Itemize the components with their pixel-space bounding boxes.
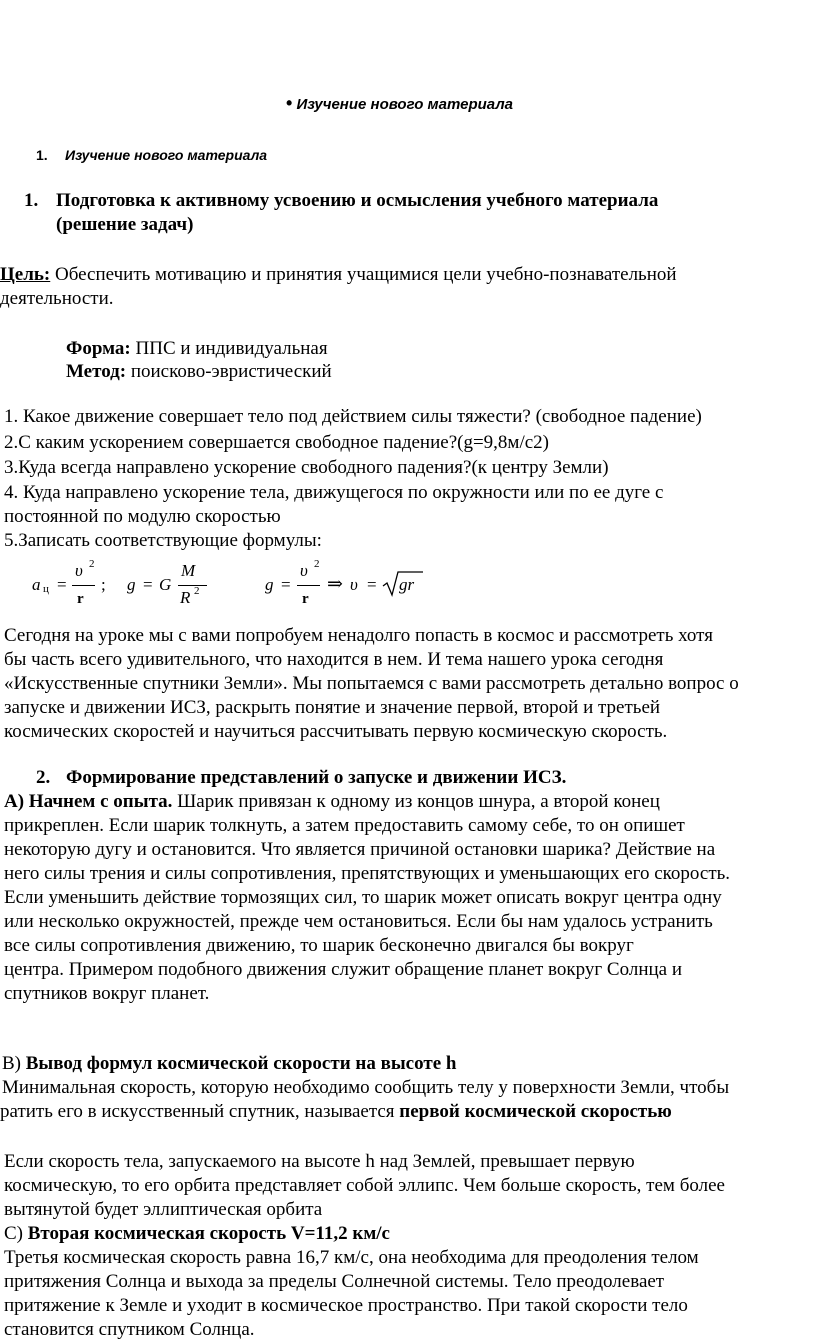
partB-line-1: Минимальная скорость, которую необходимо сообщить телу у поверхности Земли, чтобы — [2, 1077, 730, 1098]
third-line-3: притяжение к Земле и уходит в космическое пространство. При такой скорости тело — [4, 1295, 688, 1316]
method-label: Метод: — [66, 361, 127, 382]
intro-line-5: космических скоростей и научиться рассчитывать первую космическую скорость. — [4, 721, 668, 742]
ellipse-line-1: Если скорость тела, запускаемого на высоте h над Землей, превышает первую — [4, 1151, 635, 1172]
f2-den: R — [180, 588, 191, 607]
goal-label: Цель: — [0, 264, 51, 285]
partA-label: А) Начнем с опыта. — [4, 791, 173, 812]
bullet-heading — [286, 93, 513, 114]
form-text: ППС и индивидуальная — [130, 338, 328, 359]
ellipse-line-3: вытянутой будет эллиптическая орбита — [4, 1199, 323, 1220]
form-label: Форма: — [66, 338, 131, 359]
f3-root-content: gr — [399, 575, 415, 594]
partA-line-1 — [4, 790, 660, 814]
f3-eq2: = — [367, 575, 377, 594]
ellipse-line-2: космическую, то его орбита представляет собой эллипс. Чем больше скорость, тем более — [4, 1175, 725, 1196]
partA-line-7: все силы сопротивления движению, то шарик бесконечно двигался бы вокруг — [4, 935, 634, 956]
partA-line-4: него силы трения и силы сопротивления, препятствующих и уменьшающих его скорость. — [4, 863, 731, 884]
numbered-heading-text: Изучение нового материала — [65, 147, 268, 163]
f2-fraction-bar — [178, 585, 207, 586]
partC-heading — [4, 1222, 390, 1246]
goal-text-1: Обеспечить мотивацию и принятия учащимися цели учебно-познавательной — [50, 264, 677, 285]
f1-lhs: a — [32, 575, 41, 594]
f1-den: r — [77, 591, 84, 607]
intro-line-2: бы часть всего удивительного, что находится в нем. И тема нашего урока сегодня — [4, 649, 664, 670]
partC-prefix: С) — [4, 1223, 28, 1244]
bullet-heading-text: Изучение нового материала — [296, 96, 513, 113]
f1-num-sq: 2 — [89, 558, 95, 570]
bullet-icon: • — [286, 93, 293, 113]
prep-heading-num: 1. — [24, 190, 39, 211]
partA-line-8: центра. Примером подобного движения служит обращение планет вокруг Солнца и — [4, 959, 683, 980]
goal-line1 — [0, 263, 677, 287]
f3-eq: = — [281, 575, 291, 594]
goal-line2: деятельности. — [0, 288, 114, 309]
f1-eq: = — [57, 575, 67, 594]
section2-title: Формирование представлений о запуске и движении ИСЗ. — [66, 767, 567, 788]
f1-sub: ц — [43, 583, 49, 595]
question-5: 5.Записать соответствующие формулы: — [4, 530, 322, 551]
form-line — [66, 337, 328, 361]
third-line-1: Третья космическая скорость равна 16,7 км/с, она необходима для преодоления телом — [4, 1247, 699, 1268]
f3-num-sq: 2 — [314, 558, 320, 570]
f3-fraction-bar — [297, 585, 320, 586]
partA-line-6: или несколько окружностей, прежде чем остановиться. Если бы нам удалось устранить — [4, 911, 713, 932]
first-cosmic-speed-term: первой космической скоростью — [399, 1101, 672, 1122]
partA-line-3: некоторую дугу и остановится. Что является причиной остановки шарика? Действие на — [4, 839, 716, 860]
f3-result: υ — [350, 575, 358, 594]
f2-num: M — [181, 561, 196, 580]
intro-line-3: «Искусственные спутники Земли». Мы попытаемся с вами рассмотреть детально вопрос о — [4, 673, 739, 694]
f3-lhs: g — [265, 575, 274, 594]
intro-line-1: Сегодня на уроке мы с вами попробуем ненадолго попасть в космос и рассмотреть хотя — [4, 625, 713, 646]
f2-lhs: g — [127, 575, 136, 594]
f2-eq: = — [143, 575, 153, 594]
partC-title: Вторая космическая скорость V=11,2 км/с — [27, 1223, 390, 1244]
question-3: 3.Куда всегда направлено ускорение свободного падения?(к центру Земли) — [4, 457, 609, 478]
partA-line-9: спутников вокруг планет. — [4, 983, 210, 1004]
implies-icon: ⇒ — [327, 574, 343, 595]
f2-G: G — [159, 575, 172, 594]
third-line-2: притяжения Солнца и выхода за пределы Солнечной системы. Тело преодолевает — [4, 1271, 665, 1292]
prep-heading-line2: (решение задач) — [56, 214, 194, 235]
partA-line-2: прикреплен. Если шарик толкнуть, а затем предоставить самому себе, то он опишет — [4, 815, 685, 836]
partB-heading — [2, 1052, 456, 1076]
f2-den-sq: 2 — [194, 585, 200, 597]
partB-prefix: В) — [2, 1053, 26, 1074]
f3-num: υ — [300, 561, 308, 580]
question-2: 2.С каким ускорением совершается свободное падение?(g=9,8м/с2) — [4, 432, 549, 453]
third-line-4: становится спутником Солнца. — [4, 1319, 255, 1340]
section2-num: 2. — [36, 767, 51, 788]
numbered-heading-num: 1. — [36, 147, 48, 163]
f1-num: υ — [75, 561, 83, 580]
f1-fraction-bar — [72, 585, 95, 586]
partB-title: Вывод формул космической скорости на высоте h — [25, 1053, 457, 1074]
partA-text-1: Шарик привязан к одному из концов шнура, а второй конец — [172, 791, 660, 812]
partB-text-2: ратить его в искусственный спутник, называется — [0, 1101, 400, 1122]
prep-heading-line1: Подготовка к активному усвоению и осмысления учебного материала — [56, 190, 659, 211]
f1-semicolon: ; — [101, 575, 106, 594]
partA-line-5: Если уменьшить действие тормозящих сил, то шарик может описать вокруг центра одну — [4, 887, 722, 908]
partB-line-2 — [0, 1100, 672, 1124]
method-text: поисково-эвристический — [126, 361, 332, 382]
question-4-cont: постоянной по модулю скоростью — [4, 506, 281, 527]
numbered-heading — [36, 147, 268, 163]
intro-line-4: запуске и движении ИСЗ, раскрыть понятие и значение первой, второй и третьей — [4, 697, 661, 718]
method-line — [66, 360, 332, 384]
f3-den: r — [302, 591, 309, 607]
question-1: 1. Какое движение совершает тело под действием силы тяжести? (свободное падение) — [4, 406, 702, 427]
question-4: 4. Куда направлено ускорение тела, движущегося по окружности или по ее дуге с — [4, 482, 664, 503]
